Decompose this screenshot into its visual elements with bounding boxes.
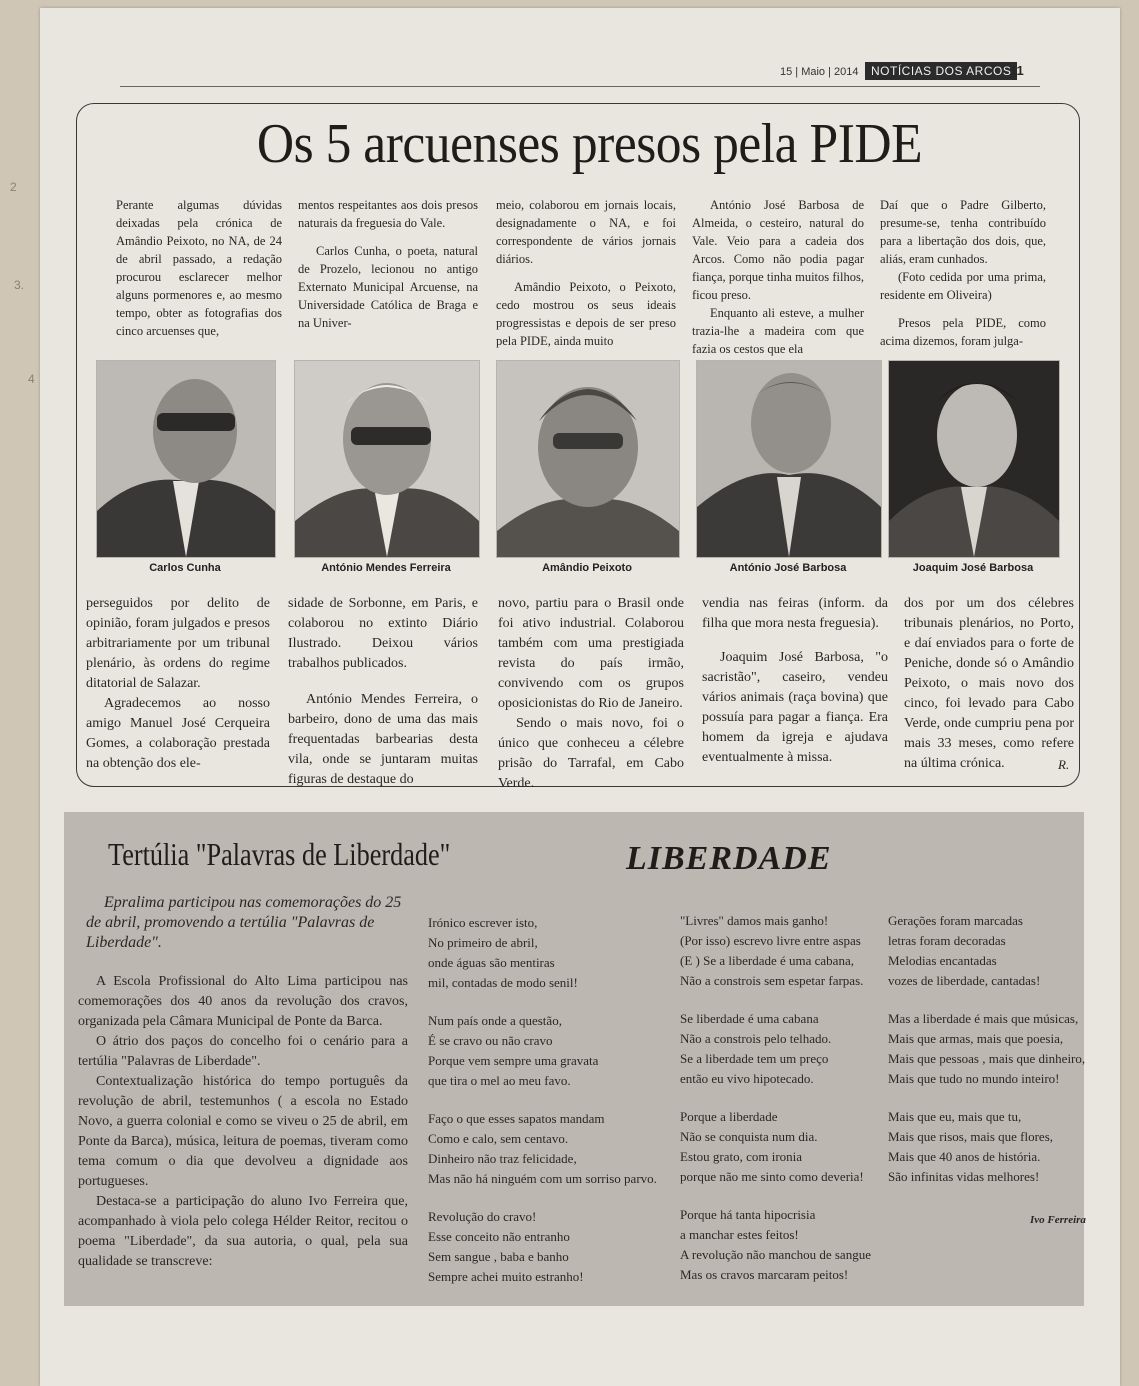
tertulia-title: Tertúlia "Palavras de Liberdade" — [108, 836, 451, 872]
portrait-photo-amandio-peixoto — [496, 360, 680, 558]
poem-stanza — [680, 1107, 880, 1187]
article-paragraph: dos por um dos célebres tribunais plenários, no Porto, e daí enviados para o forte de Peniche, donde só o Amândio Peixoto, o mais novo dos cinco, foi levado para Cabo Verde, onde cumpriu pena por mais 33 meses, como refere na última crónica. — [904, 596, 1074, 771]
article-column — [298, 196, 478, 332]
article-column — [116, 196, 282, 340]
poem-line: Se liberdade é uma cabana — [680, 1011, 819, 1026]
poem-line: (Por isso) escrevo livre entre aspas — [680, 933, 861, 948]
article-paragraph: novo, partiu para o Brasil onde foi ativo industrial. Colaborou também com uma prestigiada revista do país irmão, convivendo com os grupos oposicionistas do Rio de Janeiro. — [498, 596, 684, 711]
poem-line: Mais que pessoas , mais que dinheiro, — [888, 1051, 1086, 1066]
poem-line: São infinitas vidas melhores! — [888, 1169, 1040, 1184]
poem-line: Porque a liberdade — [680, 1109, 778, 1124]
portrait-photo-antonio-jose-barbosa — [696, 360, 882, 558]
article-paragraph: Joaquim José Barbosa, "o sacristão", caseiro, vendeu vários animais (raça bovina) que possuía para pagar a fiança. Era homem da igreja e ajudava eventualmente à missa. — [702, 650, 888, 765]
poem-line: letras foram decoradas — [888, 933, 1006, 948]
poem-line: Não a constrois sem espetar farpas. — [680, 973, 864, 988]
newspaper-brand: NOTÍCIAS DOS ARCOS — [865, 62, 1017, 80]
poem-line: Revolução do cravo! — [428, 1209, 537, 1224]
article-column — [904, 594, 1074, 774]
article-paragraph: Perante algumas dúvidas deixadas pela crónica de Amândio Peixoto, no NA, de 24 de abril passado, a redação procurou esclarecer melhor alguns pormenores e, ao mesmo tempo, obter as fotografias dos cinco arcuenses que, — [116, 198, 282, 338]
poem-line: É se cravo ou não cravo — [428, 1033, 553, 1048]
page-number: 11 — [1010, 63, 1024, 78]
photo-caption: Joaquim José Barbosa — [912, 562, 1034, 574]
article-paragraph: perseguidos por delito de opinião, foram julgados e presos arbitrariamente por um tribunal plenário, às ordens do regime ditatorial de Salazar. — [86, 596, 270, 691]
poem-stanza — [888, 1107, 1078, 1187]
article-paragraph: Sendo o mais novo, foi o único que conheceu a célebre prisão do Tarrafal, em Cabo Verde. — [498, 716, 684, 791]
poem-stanza — [428, 1207, 678, 1287]
article-paragraph: (Foto cedida por uma prima, residente em Oliveira) — [880, 270, 1046, 302]
poem-line: Mais que eu, mais que tu, — [888, 1109, 1022, 1124]
poem-line: porque não me sinto como deveria! — [680, 1169, 864, 1184]
poem-line: Esse conceito não entranho — [428, 1229, 570, 1244]
poem-stanza — [428, 913, 678, 993]
margin-mark: 3. — [14, 278, 25, 292]
issue-date: 15 | Maio | 2014 — [780, 66, 859, 78]
article-column — [498, 594, 684, 794]
body-paragraph: O átrio dos paços do concelho foi o cenário para a tertúlia "Palavras de Liberdade". — [78, 1034, 408, 1069]
article-title: Os 5 arcuenses presos pela PIDE — [256, 113, 923, 175]
poem-line: onde águas são mentiras — [428, 955, 555, 970]
margin-mark: 2 — [10, 180, 17, 194]
poem-line: Porque vem sempre uma gravata — [428, 1053, 599, 1068]
article-paragraph: António José Barbosa de Almeida, o cesteiro, natural do Vale. Veio para a cadeia dos Arcos. Como não podia pagar fiança, porque tinha muitos filhos, ficou preso. — [692, 198, 864, 302]
poem-line: mil, contadas de modo senil! — [428, 975, 578, 990]
poem-line: Porque há tanta hipocrisia — [680, 1207, 816, 1222]
portrait-photo-carlos-cunha — [96, 360, 276, 558]
photo-caption: António José Barbosa — [729, 562, 847, 574]
poem-line: A revolução não manchou de sangue — [680, 1247, 871, 1262]
poem-signature: Ivo Ferreira — [1030, 1214, 1086, 1226]
poem-stanza — [428, 1011, 678, 1091]
poem-title: LIBERDADE — [626, 840, 832, 877]
poem-line: "Livres" damos mais ganho! — [680, 913, 829, 928]
article-column — [496, 196, 676, 350]
lead-paragraph: Epralima participou nas comemorações do 25 de abril, promovendo a tertúlia "Palavras de Liberdade". — [86, 894, 402, 951]
poem-column — [680, 911, 880, 1303]
poem-line: então eu vivo hipotecado. — [680, 1071, 814, 1086]
poem-line: Faço o que esses sapatos mandam — [428, 1111, 605, 1126]
article-paragraph: sidade de Sorbonne, em Paris, e colaborou no extinto Diário Ilustrado. Deixou vários trabalhos publicados. — [288, 596, 478, 671]
poem-line: Melodias encantadas — [888, 953, 997, 968]
poem-line: Não se conquista num dia. — [680, 1129, 818, 1144]
article-paragraph: vendia nas feiras (inform. da filha que mora nesta freguesia). — [702, 596, 888, 631]
poem-line: Dinheiro não traz felicidade, — [428, 1151, 577, 1166]
poem-line: (E ) Se a liberdade é uma cabana, — [680, 953, 854, 968]
poem-line: Se a liberdade tem um preço — [680, 1051, 829, 1066]
photo-caption: António Mendes Ferreira — [321, 562, 451, 574]
poem-stanza — [680, 1009, 880, 1089]
poem-stanza — [428, 1109, 678, 1189]
margin-mark: 4 — [28, 372, 35, 386]
photo-caption: Carlos Cunha — [149, 562, 221, 574]
poem-column — [428, 913, 678, 1305]
article-column — [880, 196, 1046, 350]
article-paragraph: Enquanto ali esteve, a mulher trazia-lhe a madeira com que fazia os cestos que ela — [692, 306, 864, 356]
article-signoff: R. — [1058, 757, 1070, 772]
article-paragraph: Carlos Cunha, o poeta, natural de Prozelo, lecionou no antigo Externato Municipal Arcuense, na Universidade Católica de Braga e na Univer- — [298, 244, 478, 330]
poem-line: Como e calo, sem centavo. — [428, 1131, 569, 1146]
tertulia-lead — [86, 893, 408, 953]
article-column — [288, 594, 478, 790]
portrait-photo-joaquim-jose-barbosa — [888, 360, 1060, 558]
poem-line: Não a constrois pelo telhado. — [680, 1031, 832, 1046]
article-paragraph: Agradecemos ao nosso amigo Manuel José Cerqueira Gomes, a colaboração prestada na obtenção dos ele- — [86, 696, 270, 771]
portrait-photo-antonio-mendes-ferreira — [294, 360, 480, 558]
poem-line: Num país onde a questão, — [428, 1013, 562, 1028]
body-paragraph: A Escola Profissional do Alto Lima participou nas comemorações dos 40 anos da revolução dos cravos, organizada pela Câmara Municipal de Ponte da Barca. — [78, 974, 408, 1029]
poem-stanza — [680, 1205, 880, 1285]
photo-caption: Amândio Peixoto — [542, 562, 632, 574]
poem-line: Mais que armas, mais que poesia, — [888, 1031, 1064, 1046]
poem-line: Estou grato, com ironia — [680, 1149, 803, 1164]
article-column — [702, 594, 888, 768]
article-paragraph: mentos respeitantes aos dois presos naturais da freguesia do Vale. — [298, 198, 478, 230]
poem-line: Mais que risos, mais que flores, — [888, 1129, 1054, 1144]
poem-column — [888, 911, 1086, 1205]
article-column — [86, 594, 270, 774]
poem-stanza — [888, 1009, 1086, 1089]
article-paragraph: meio, colaborou em jornais locais, designadamente o NA, e foi correspondente de vários jornais diários. — [496, 198, 676, 266]
tertulia-body — [78, 972, 408, 1272]
poem-stanza — [680, 911, 880, 991]
poem-line: Gerações foram marcadas — [888, 913, 1023, 928]
poem-line: Mais que tudo no mundo inteiro! — [888, 1071, 1060, 1086]
body-paragraph: Contextualização histórica do tempo português da revolução de abril, testemunhos ( a escola no Estado Novo, a guerra colonial e como se viveu o 25 de abril, em Ponte da Barca), música, leitura de poemas, tiveram como tema comum o dia que devolveu a dignidade aos portugueses. — [78, 1074, 408, 1189]
article-column — [692, 196, 864, 358]
article-paragraph: António Mendes Ferreira, o barbeiro, dono de uma das mais frequentadas barbearias desta vila, onde se juntaram muitas figuras de destaque do — [288, 692, 478, 787]
article-paragraph: Presos pela PIDE, como acima dizemos, foram julga- — [880, 316, 1046, 348]
poem-line: Irónico escrever isto, — [428, 915, 538, 930]
poem-line: que tira o mel ao meu favo. — [428, 1073, 571, 1088]
body-paragraph: Destaca-se a participação do aluno Ivo Ferreira que, acompanhado à viola pelo colega Hélder Reitor, recitou o poema "Liberdade", da sua autoria, o qual, pela sua qualidade se transcreve: — [78, 1194, 408, 1269]
poem-line: Mas os cravos marcaram peitos! — [680, 1267, 849, 1282]
poem-line: vozes de liberdade, cantadas! — [888, 973, 1041, 988]
page-header — [120, 60, 1040, 87]
poem-line: Mas a liberdade é mais que músicas, — [888, 1011, 1079, 1026]
article-paragraph: Daí que o Padre Gilberto, presume-se, tenha contribuído para a libertação dos dois, que, aliás, eram cunhados. — [880, 198, 1046, 266]
poem-line: Sem sangue , baba e banho — [428, 1249, 569, 1264]
poem-line: Mas não há ninguém com um sorriso parvo. — [428, 1171, 657, 1186]
article-paragraph: Amândio Peixoto, o Peixoto, cedo mostrou os seus ideais progressistas e depois de ser preso pela PIDE, ainda muito — [496, 280, 676, 348]
poem-line: No primeiro de abril, — [428, 935, 538, 950]
poem-line: a manchar estes feitos! — [680, 1227, 799, 1242]
poem-line: Mais que 40 anos de história. — [888, 1149, 1041, 1164]
poem-line: Sempre achei muito estranho! — [428, 1269, 584, 1284]
poem-stanza — [888, 911, 1078, 991]
